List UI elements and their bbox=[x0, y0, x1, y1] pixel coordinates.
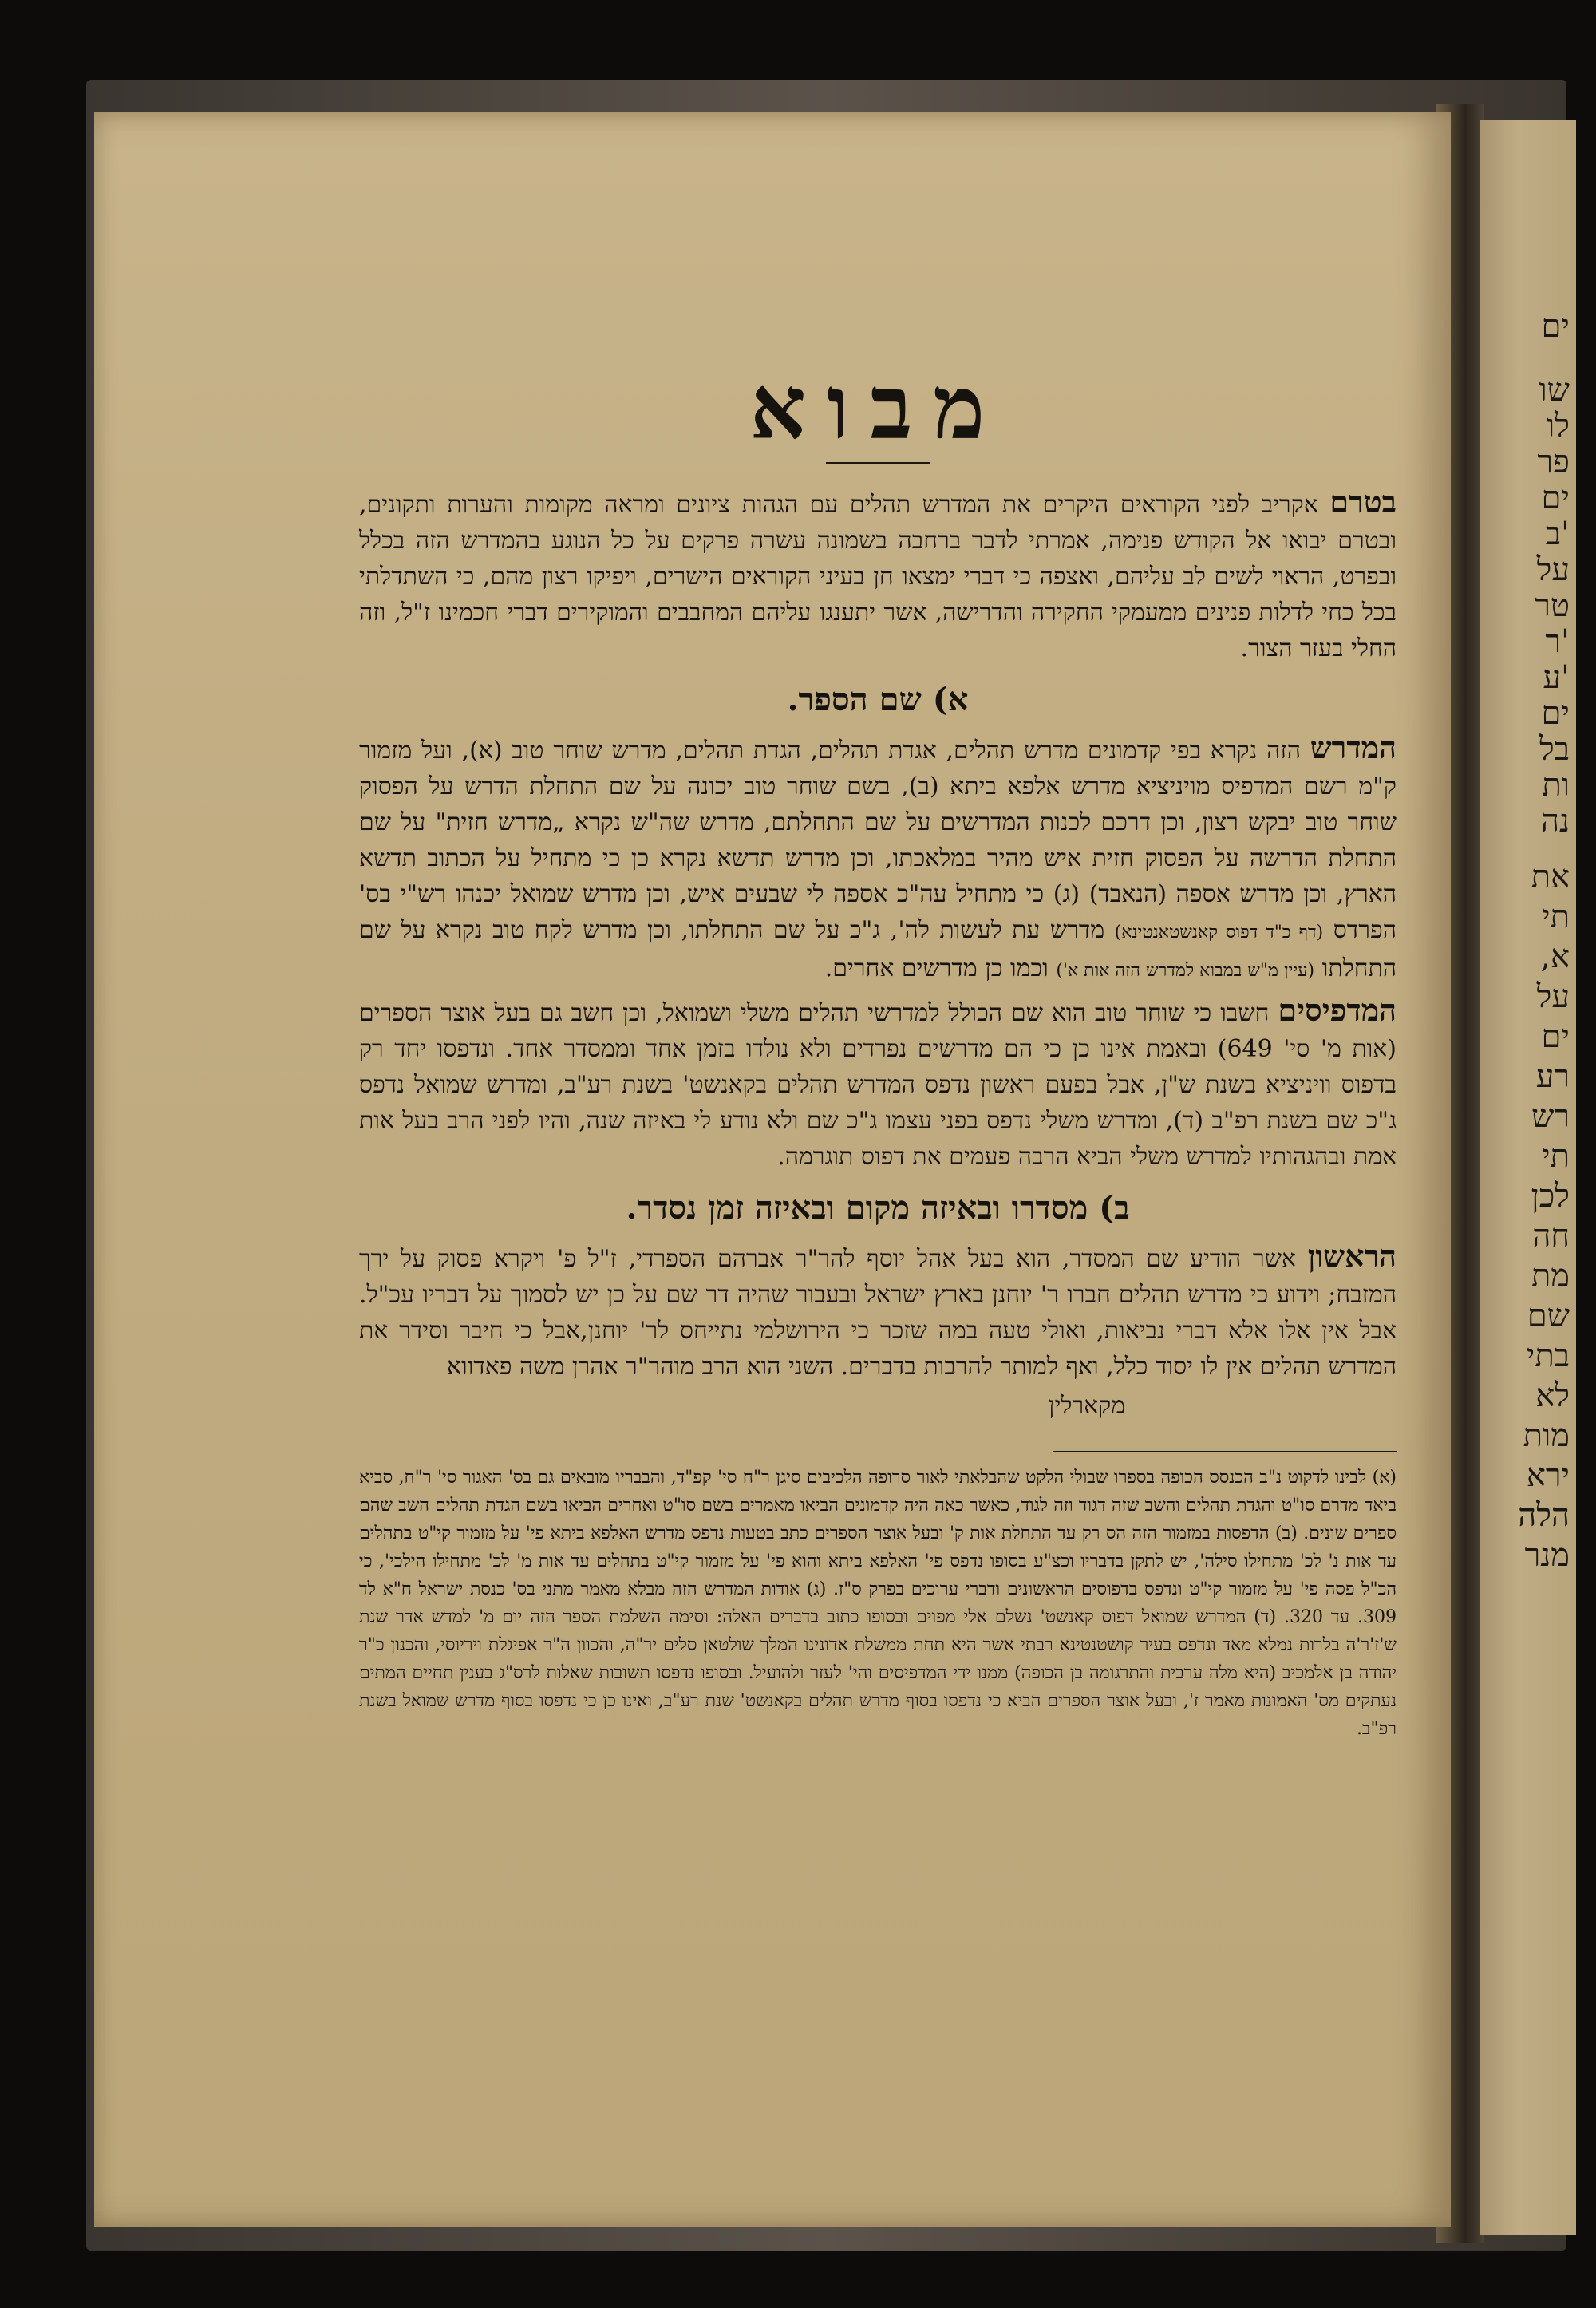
facing-page-fragment: תי bbox=[1542, 1138, 1570, 1175]
section-a-p1-text-3: וכמו כן מדרשים אחרים. bbox=[824, 954, 1049, 982]
section-a-p1-citation-2: (עיין מ"ש במבוא למדרש הזה אות א') bbox=[1056, 961, 1315, 981]
facing-page-fragment: על bbox=[1536, 978, 1570, 1015]
facing-page-fragment: לא bbox=[1535, 1377, 1570, 1414]
section-a-p2-lead: המדפיסים bbox=[1278, 992, 1396, 1028]
section-b-catchword: מקארלין bbox=[1048, 1392, 1125, 1420]
facing-page-fragment: מות bbox=[1523, 1417, 1570, 1454]
facing-page-edge bbox=[1480, 120, 1576, 2235]
facing-page-fragment: בתי bbox=[1526, 1338, 1570, 1374]
page-title: מבוא bbox=[749, 356, 1006, 459]
facing-page-fragment: 'ב bbox=[1545, 516, 1570, 552]
section-a-p1-text-2: מדרש עת לעשות לה', ג"כ על שם התחלתו, וכן מדרש לקח טוב נקרא על שם התחלתו bbox=[359, 916, 1396, 982]
section-b-p1-text: אשר הודיע שם המסדר, הוא בעל אהל יוסף להר"ר אברהם הספרדי, ז"ל פ' ויקרא פסוק על ירך המזבח; וידוע כי מדרש תהלים חברו ר' יוחנן בארץ ישראל ובעבור שהיה דר שם על כן יש לסמוך על דבריו עכ"ל. אבל אין אלו אלא דברי נביאות, ואולי טעה במה שזכר כי הירושלמי נתייחס לר' יוחנן,אבל כי חיבר וסידר את המדרש תהלים אין לו יסוד כלל, ואף למותר להרבות בדברים. השני הוא הרב מוהר"ר אהרן משה פאדווא bbox=[359, 1245, 1396, 1381]
facing-page-fragment: בל bbox=[1539, 731, 1570, 768]
intro-text: אקריב לפני הקוראים היקרים את המדרש תהלים עם הגהות ציונים ומראה מקומות והערות ותקונים, ובטרם יבואו אל הקודש פנימה, אמרתי לדבר ברחבה בשמונה עשרה פרקים על כל הנוגע בהמדרש הזה בכלל ובפרט, הראוי לשים לב עליהם, ואצפה כי דברי ימצאו חן בעיני הקוראים הישרים, ויפיקו רצון מהם, כי השתדלתי בכל כחי לדלות פנינים ממעמקי החקירה והדרישה, אשר יתענגו עליהם המחבבים והמוקירים דברי חכמינו ז"ל, וזה החלי בעזר הצור. bbox=[359, 491, 1396, 662]
facing-page-fragment: ים bbox=[1541, 695, 1570, 732]
section-a-p1-citation: (דף כ"ד דפוס קאנשטאנטינא) bbox=[1114, 923, 1324, 943]
section-b-paragraph-1 bbox=[359, 1238, 1396, 1385]
section-b-heading: ב) מסדרו ובאיזה מקום ובאיזה זמן נסדר. bbox=[626, 1189, 1130, 1227]
facing-page-fragment: פר bbox=[1537, 444, 1570, 480]
facing-page-fragment: רש bbox=[1531, 1098, 1570, 1135]
facing-page-fragment: את bbox=[1531, 859, 1570, 895]
facing-page-fragment: טר bbox=[1535, 587, 1570, 624]
facing-page-fragment: מת bbox=[1531, 1258, 1570, 1294]
section-a-p1-text: הזה נקרא בפי קדמונים מדרש תהלים, אגדת תהלים, הגדת תהלים, מדרש שוחר טוב (א), ועל מזמור ק"מ רשם המדפיס מויניציא מדרש אלפא ביתא (ב), בשם שוחר טוב יכונה על שם התחלת הדרש על הפסוק שוחר טוב יבקש רצון, וכן דרכם לכנות המדרשים על שם התחלתם, מדרש שה"ש נקרא „מדרש חזית" על שם התחלת הדרשה על הפסוק חזית איש מהיר במלאכתו, וכן מדרש תדשא נקרא כן כי מתחיל על הכתוב תדשא הארץ, וכן מדרש אספה (הנאבד) (ג) כי מתחיל עה"כ אספה לי שבעים איש, וכן מדרש שמואל יכנהו רש"י בס' הפרדס bbox=[359, 737, 1396, 944]
intro-paragraph bbox=[359, 484, 1396, 666]
section-a-heading: א) שם הספר. bbox=[787, 681, 969, 718]
section-a-p2-text: חשבו כי שוחר טוב הוא שם הכולל למדרשי תהלים משלי ושמואל, וכן חשב גם בעל אוצר הספרים (אות מ' סי' 649) ובאמת אינו כן כי הם מדרשים נפרדים ולא נולדו בזמן אחד וממסדר אחד. ונדפסו יחד רק בדפוס וויניציא בשנת ש"ן, אבל בפעם ראשון נדפס המדרש תהלים בקאנשט' בשנת רע"ב, ומדרש שמואל נדפס ג"כ שם בשנת רפ"ב (ד), ומדרש משלי נדפס בפני עצמו ג"כ שם ולא נודע לי באיזה שנה, והיו לפני הרב בעל אות אמת ובהגהותיו למדרש משלי הביא הרבה פעמים את דפוס תוגרמה. bbox=[359, 999, 1397, 1171]
facing-page-fragment: שו bbox=[1539, 372, 1570, 409]
intro-lead-word: בטרם bbox=[1329, 484, 1396, 520]
footnote-divider bbox=[1053, 1451, 1396, 1452]
facing-page-fragment: 'ע bbox=[1543, 659, 1570, 696]
section-a-paragraph-2 bbox=[359, 992, 1396, 1175]
section-a-p1-lead: המדרש bbox=[1310, 729, 1396, 765]
footnotes-block: (א) לבינו לדקוט נ"ב הכנסס הכופה בספרו שבולי הלקט שהבלאתי לאור סרופה הלכיבים סיגן ר"ח סי' קפ"ד, והבבריו מובאים גם בס' האגור סי' ר"ח, סביא ביאד מדרם סו"ט והגדת תהלים והשב שזה דגוד וזה לגוד, כאשר כאה היה קדמונים הביאו מאמרים בשם סו"ט ואחרים הביאו בשם הגדת תהלים השב שהם ספרים שונים. (ב) הדפסות במזמור הזה הס רק עד התחלת אות ק' ובעל אוצר הספרים כתב בטעות נדפס מדרש האלפא ביתא פי' על מזמור קי"ט בתהלים עד אות נ' לכ' מתחילו סילה', יש לתקן בדבריו וכצ"ע בסופו נדפס פי' האלפא ביתא והוא פי' על מזמור קי"ט בתהלים עד אות מ' לכ' מתחילו הילכי', כי הכ"ל פסה פי' על מזמור קי"ט ונדפס בדפוסים הראשונים ודברי ערוכים בפרק ס"ז. (ג) אודות המדרש הזה מבלא מאמר מתני בס' כנסת ישראל ח"א לד 309. עד 320. (ד) המדרש שמואל דפוס קאנשט' נשלם אלי מפוים ובסופו כתוב בדברים האלה: וסימה השלמת הספר הזה יום מ' למדש אדר שנת ש'ז'ר'ה בלרות נמלא מאד ונדפס בעיר קושטנטינא רבתי אשר היא תחת ממשלת אדונינו המלך שולטאן סלים יר"ה, והכוון ה"ר אפיגלת ויריוסי, והכנון כ"ר יהודה בן אלמכיב (היא מלה ערבית והתרגומה בן הכופה) ממנו ידי המדפיסים והי' לעזר ולהועיל. ובסופו נדפסו תשובות שאלות לרס"ג בענין תחיים המתים נעתקים מס' האמונות מאמר ז', ובעל אוצר הספרים הביא כי נדפסו בסוף מדרש תהלים בקאנשט' שנת רע"ב, ואינו כן כי נדפסו בסוף מדרש שמואל בשנת רפ"ב. bbox=[359, 1468, 1397, 1739]
facing-page-fragment: לו bbox=[1547, 408, 1570, 445]
facing-page-fragment: הלה bbox=[1518, 1497, 1570, 1534]
facing-page-fragment: ים bbox=[1541, 1018, 1570, 1055]
facing-page-fragment: א, bbox=[1540, 939, 1570, 975]
facing-page-fragment: 'ר bbox=[1545, 623, 1570, 660]
facing-page-fragment: ירא bbox=[1526, 1457, 1570, 1494]
facing-page-fragment: תי bbox=[1542, 899, 1570, 935]
facing-page-fragment: נה bbox=[1540, 803, 1570, 840]
section-b-p1-lead: הראשון bbox=[1307, 1238, 1396, 1274]
facing-page-fragment: על bbox=[1536, 551, 1570, 588]
facing-page-fragment: מנר bbox=[1524, 1537, 1570, 1574]
facing-page-fragment: רע bbox=[1535, 1058, 1570, 1095]
section-a-paragraph-1 bbox=[359, 729, 1396, 989]
facing-page-fragment: ים bbox=[1541, 308, 1570, 345]
title-underline bbox=[826, 462, 930, 464]
facing-page-fragment: חה bbox=[1532, 1218, 1570, 1255]
facing-page-fragment: ים bbox=[1541, 480, 1570, 516]
page-content bbox=[359, 356, 1397, 1743]
facing-page-fragment: ות bbox=[1542, 767, 1570, 804]
facing-page-fragment: לכן bbox=[1531, 1178, 1570, 1215]
facing-page-fragment: שם bbox=[1527, 1298, 1570, 1334]
